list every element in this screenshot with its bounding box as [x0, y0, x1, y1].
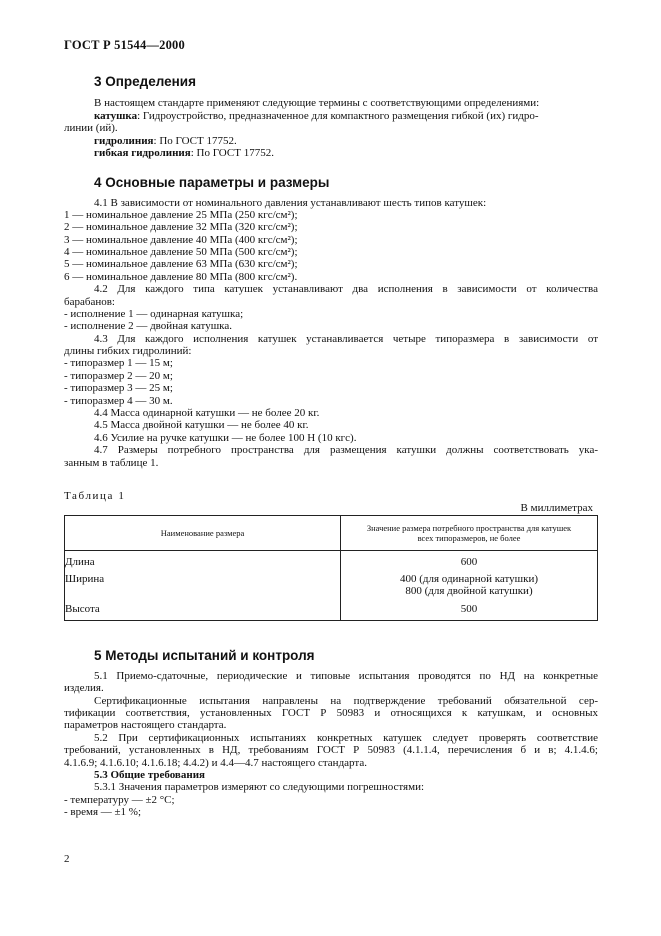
- p51-line5: параметров настоящего стандарта.: [64, 719, 227, 731]
- p47-line1: 4.7 Размеры потребного пространства для размещения катушки должны соответствовать ука-: [94, 444, 598, 456]
- row-width-name: Ширина: [65, 571, 341, 600]
- col-header-name: Наименование размера: [65, 516, 341, 551]
- page-header: ГОСТ Р 51544—2000: [64, 38, 185, 52]
- s3-def1-cont: линии (ий).: [64, 122, 118, 134]
- row-length-value: 600: [341, 551, 598, 572]
- table-row: [65, 551, 598, 572]
- type-6: 6 — номинальное давление 80 МПа (800 кгс/см²).: [64, 271, 298, 283]
- variant-2: - исполнение 2 — двойная катушка.: [64, 320, 232, 332]
- type-5: 5 — номинальное давление 63 МПа (630 кгс/см²);: [64, 258, 298, 270]
- table-units: В миллиметрах: [520, 502, 593, 514]
- error-time: - время — ±1 %;: [64, 806, 142, 818]
- row-height-value: 500: [341, 600, 598, 621]
- s3-def1-line: [94, 110, 539, 122]
- dimensions-table: [64, 515, 598, 621]
- p44: 4.4 Масса одинарной катушки — не более 20 кг.: [94, 407, 320, 419]
- type-1: 1 — номинальное давление 25 МПа (250 кгс/см²);: [64, 209, 298, 221]
- table-caption: Таблица 1: [64, 490, 126, 502]
- p52-line3: 4.1.6.9; 4.1.6.10; 4.1.6.18; 4.4.2) и 4.4—4.7 настоящего стандарта.: [64, 757, 367, 769]
- p51-line2: изделия.: [64, 682, 104, 694]
- row-width-value-double: 800 (для двойной катушки): [405, 584, 533, 597]
- row-length-name: Длина: [65, 551, 341, 572]
- s3-intro: В настоящем стандарте применяют следующие термины с соответствующими определениями:: [94, 97, 540, 109]
- s3-def3-line: [94, 147, 274, 159]
- type-3: 3 — номинальное давление 40 МПа (400 кгс/см²);: [64, 234, 298, 246]
- variant-1: - исполнение 1 — одинарная катушка;: [64, 308, 244, 320]
- p53-heading: 5.3 Общие требования: [94, 769, 205, 781]
- row-height-name: Высота: [65, 600, 341, 621]
- section-3-title: 3 Определения: [94, 74, 196, 89]
- col-header-value: [341, 516, 598, 551]
- row-width-value-single: 400 (для одинарной катушки): [399, 573, 539, 585]
- p46: 4.6 Усилие на ручке катушки — не более 100 Н (10 кгс).: [94, 432, 357, 444]
- p45: 4.5 Масса двойной катушки — не более 40 кг.: [94, 419, 309, 431]
- size-2: - типоразмер 2 — 20 м;: [64, 370, 173, 382]
- row-width-value: [341, 571, 598, 600]
- p51-line3: Сертификационные испытания направлены на подтверждение требований обязательной сер-: [94, 695, 598, 707]
- def1-text: : Гидроустройство, предназначенное для компактного размещения гибкой (их) гидро-: [137, 110, 539, 122]
- s3-def2-line: [94, 135, 237, 147]
- def1-term: катушка: [94, 110, 138, 122]
- size-1: - типоразмер 1 — 15 м;: [64, 357, 173, 369]
- col-header-value-line1: Значение размера потребного пространства для катушек: [366, 523, 572, 533]
- type-2: 2 — номинальное давление 32 МПа (320 кгс/см²);: [64, 221, 298, 233]
- def3-text: : По ГОСТ 17752.: [190, 147, 274, 159]
- section-4-title: 4 Основные параметры и размеры: [94, 175, 330, 190]
- size-3: - типоразмер 3 — 25 м;: [64, 382, 173, 394]
- error-temperature: - температуру — ±2 °С;: [64, 794, 175, 806]
- page-number: 2: [64, 853, 70, 865]
- p43-line2: длины гибких гидролиний:: [64, 345, 192, 357]
- p47-line2: занным в таблице 1.: [64, 457, 159, 469]
- p531: 5.3.1 Значения параметров измеряют со следующими погрешностями:: [94, 781, 425, 793]
- p42-line1: 4.2 Для каждого типа катушек устанавливают два исполнения в зависимости от количества: [94, 283, 598, 295]
- size-4: - типоразмер 4 — 30 м.: [64, 395, 173, 407]
- table-header-row: [65, 516, 598, 551]
- type-4: 4 — номинальное давление 50 МПа (500 кгс/см²);: [64, 246, 298, 258]
- p43-line1: 4.3 Для каждого исполнения катушек устанавливается четыре типоразмера в зависимости от: [94, 333, 598, 345]
- def3-term: гибкая гидролиния: [94, 147, 191, 159]
- def2-term: гидролиния: [94, 135, 154, 147]
- p51-line4: тификации соответствия, установленных ГОСТ Р 50983 и относящихся к катушкам, и основных: [64, 707, 598, 719]
- def2-text: : По ГОСТ 17752.: [153, 135, 237, 147]
- section-5-title: 5 Методы испытаний и контроля: [94, 648, 315, 663]
- p51-line1: 5.1 Приемо-сдаточные, периодические и типовые испытания проводятся по НД на конкретные: [94, 670, 598, 682]
- p41: 4.1 В зависимости от номинального давления устанавливают шесть типов катушек:: [94, 197, 487, 209]
- col-header-value-line2: всех типоразмеров, не более: [417, 533, 521, 543]
- p42-line2: барабанов:: [64, 296, 115, 308]
- p52-line2: требований, установленных в НД, требованиям ГОСТ Р 50983 (4.1.1.4, перечисления б и в; 4.1.4.6;: [64, 744, 598, 756]
- p52-line1: 5.2 При сертификационных испытаниях конкретных катушек следует проверять соответствие: [94, 732, 598, 744]
- table-row: [65, 600, 598, 621]
- table-row: [65, 571, 598, 600]
